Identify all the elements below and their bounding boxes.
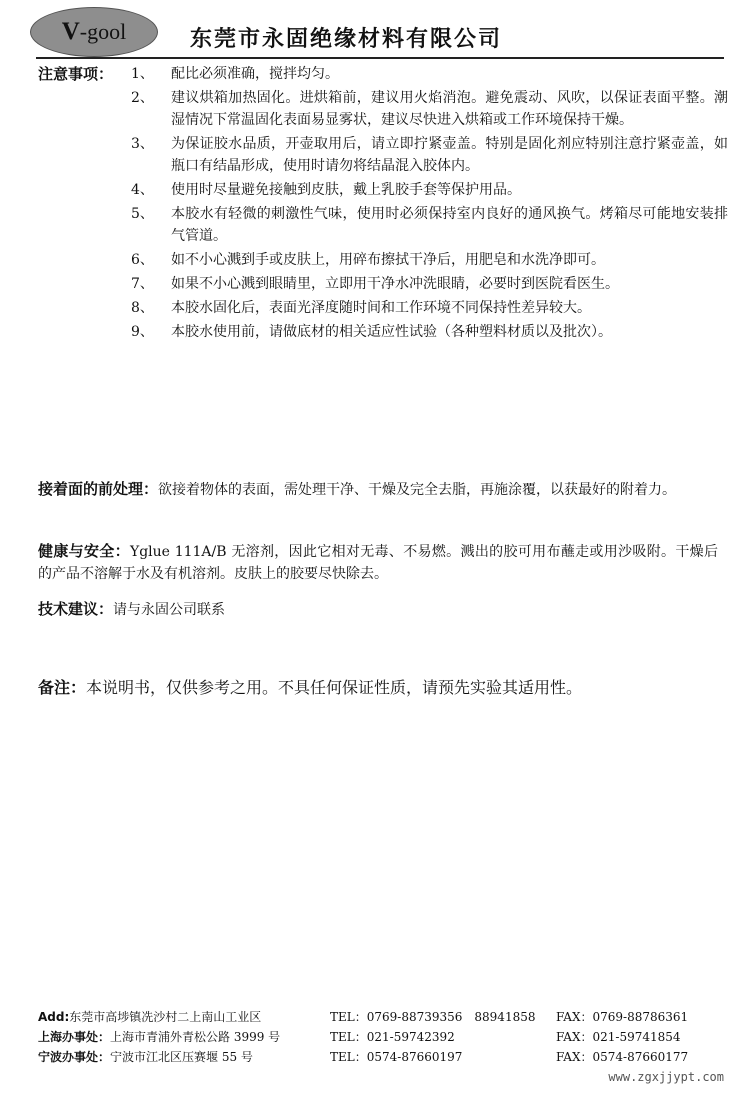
note-text: 使用时尽量避免接触到皮肤，戴上乳胶手套等保护用品。 xyxy=(171,182,521,198)
note-number: 9、 xyxy=(131,324,154,340)
footer-fax: FAX：0574-87660177 xyxy=(556,1050,689,1064)
tech-title: 技术建议： xyxy=(38,600,114,618)
note-item xyxy=(38,87,728,131)
note-number: 3、 xyxy=(131,136,154,152)
note-number: 5、 xyxy=(131,206,154,222)
header-divider xyxy=(36,57,724,59)
notes-title: 注意事项： xyxy=(38,65,114,83)
remark-section xyxy=(38,677,718,699)
footer-tel: TEL：0574-87660197 xyxy=(330,1050,463,1064)
note-number: 2、 xyxy=(131,90,154,106)
footer-row xyxy=(38,1047,728,1067)
footer-fax: FAX：021-59741854 xyxy=(556,1030,681,1044)
note-item xyxy=(38,63,728,85)
note-text: 如不小心溅到手或皮肤上，用碎布擦拭干净后，用肥皂和水洗净即可。 xyxy=(171,252,605,268)
footer-label: 上海办事处： xyxy=(38,1030,111,1044)
footer-label: 宁波办事处： xyxy=(38,1050,111,1064)
safety-text: Yglue 111A/B 无溶剂，因此它相对无毒、不易燃。溅出的胶可用布蘸走或用沙吸附。干燥后的产品不溶解于水及有机溶剂。皮肤上的胶要尽快除去。 xyxy=(38,544,718,582)
note-item xyxy=(38,297,728,319)
note-number: 8、 xyxy=(131,300,154,316)
note-item xyxy=(38,133,728,177)
note-number: 1、 xyxy=(131,66,154,82)
logo-letter: V xyxy=(61,18,80,45)
company-name: 东莞市永固绝缘材料有限公司 xyxy=(190,27,503,52)
remark-text: 本说明书，仅供参考之用。不具任何保证性质，请预先实验其适用性。 xyxy=(86,678,583,697)
footer-address: 宁波市江北区压赛堰 55 号 xyxy=(110,1050,253,1064)
note-number: 7、 xyxy=(131,276,154,292)
footer-label: Add: xyxy=(38,1010,70,1024)
pretreatment-section xyxy=(38,478,718,501)
footer-tel: TEL：021-59742392 xyxy=(330,1030,455,1044)
footer-fax: FAX：0769-88786361 xyxy=(556,1010,689,1024)
footer-address: 上海市青浦外青松公路 3999 号 xyxy=(110,1030,281,1044)
pretreatment-title: 接着面的前处理： xyxy=(38,480,159,498)
footer-row xyxy=(38,1027,728,1047)
logo-text: -gool xyxy=(79,19,127,44)
note-item xyxy=(38,249,728,271)
site-watermark: www.zgxjjypt.com xyxy=(608,1070,724,1084)
safety-title: 健康与安全： xyxy=(38,542,130,560)
footer-row xyxy=(38,1007,728,1027)
remark-title: 备注： xyxy=(38,678,87,697)
safety-section xyxy=(38,540,718,585)
note-item xyxy=(38,273,728,295)
company-logo xyxy=(30,7,158,57)
footer-tel: TEL：0769-88739356 88941858 xyxy=(330,1010,536,1024)
note-text: 如果不小心溅到眼睛里，立即用干净水冲洗眼睛，必要时到医院看医生。 xyxy=(171,276,619,292)
footer-address: 东莞市高埗镇冼沙村二上南山工业区 xyxy=(69,1010,262,1024)
tech-section xyxy=(38,598,718,621)
note-item xyxy=(38,321,728,343)
note-number: 4、 xyxy=(131,182,154,198)
note-item xyxy=(38,203,728,247)
note-text: 本胶水有轻微的刺激性气味，使用时必须保持室内良好的通风换气。烤箱尽可能地安装排气管道。 xyxy=(171,206,728,244)
notes-section xyxy=(38,63,728,343)
note-text: 本胶水固化后，表面光泽度随时间和工作环境不同保持性差异较大。 xyxy=(171,300,591,316)
note-number: 6、 xyxy=(131,252,154,268)
note-text: 为保证胶水品质，开壶取用后，请立即拧紧壶盖。特别是固化剂应特别注意拧紧壶盖，如瓶口有结晶形成，使用时请勿将结晶混入胶体内。 xyxy=(171,136,728,174)
note-text: 本胶水使用前，请做底材的相关适应性试验（各种塑料材质以及批次）。 xyxy=(171,324,612,340)
pretreatment-text: 欲接着物体的表面，需处理干净、干燥及完全去脂，再施涂覆，以获最好的附着力。 xyxy=(158,482,677,498)
note-item xyxy=(38,179,728,201)
note-text: 建议烘箱加热固化。进烘箱前，建议用火焰消泡。避免震动、风吹，以保证表面平整。潮湿情况下常温固化表面易显雾状，建议尽快进入烘箱或工作环境保持干燥。 xyxy=(171,90,728,128)
note-text: 配比必须准确，搅拌均匀。 xyxy=(171,66,339,82)
contact-footer xyxy=(38,1007,728,1067)
tech-text: 请与永固公司联系 xyxy=(113,602,226,618)
